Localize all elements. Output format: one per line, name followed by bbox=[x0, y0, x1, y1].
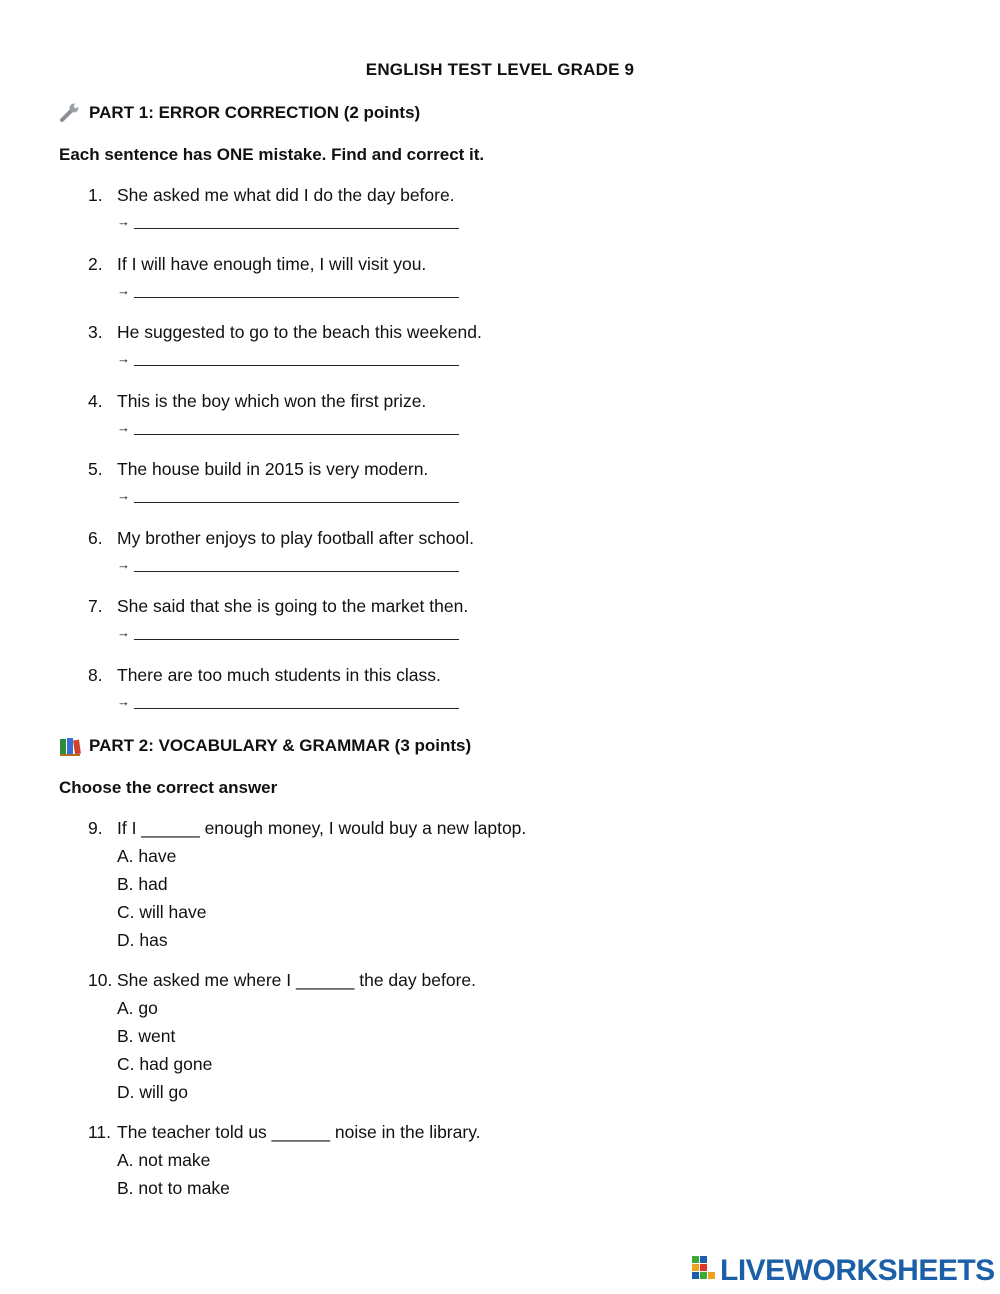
books-icon bbox=[59, 736, 81, 756]
answer-line-6[interactable] bbox=[117, 557, 459, 572]
liveworksheets-logo bbox=[692, 1254, 995, 1288]
arrow-icon: → bbox=[117, 420, 130, 435]
part2-instruction: Choose the correct answer bbox=[59, 778, 278, 797]
arrow-icon: → bbox=[117, 214, 130, 229]
option-10d[interactable]: D. will go bbox=[117, 1082, 188, 1102]
question-4: 4. This is the boy which won the first prize. bbox=[88, 391, 427, 411]
option-9b[interactable]: B. had bbox=[117, 874, 168, 894]
part1-heading bbox=[59, 103, 420, 123]
arrow-icon: → bbox=[117, 351, 130, 366]
arrow-icon: → bbox=[117, 283, 130, 298]
option-10c[interactable]: C. had gone bbox=[117, 1054, 213, 1074]
question-7: 7. She said that she is going to the market then. bbox=[88, 596, 469, 616]
answer-line-2[interactable] bbox=[117, 283, 459, 298]
option-10a[interactable]: A. go bbox=[117, 998, 158, 1018]
part2-heading bbox=[59, 736, 471, 756]
option-9d[interactable]: D. has bbox=[117, 930, 168, 950]
question-8: 8. There are too much students in this class. bbox=[88, 665, 441, 685]
arrow-icon: → bbox=[117, 557, 130, 572]
logo-blocks-icon bbox=[692, 1256, 716, 1287]
part1-instruction: Each sentence has ONE mistake. Find and correct it. bbox=[59, 145, 485, 164]
logo-text: LIVEWORKSHEETS bbox=[720, 1254, 995, 1287]
option-11a[interactable]: A. not make bbox=[117, 1150, 211, 1170]
part1-heading-text: PART 1: ERROR CORRECTION (2 points) bbox=[89, 103, 421, 122]
option-10b[interactable]: B. went bbox=[117, 1026, 176, 1046]
question-11: 11. The teacher told us ______ noise in the library. bbox=[88, 1122, 481, 1142]
answer-line-1[interactable] bbox=[117, 214, 459, 229]
answer-line-5[interactable] bbox=[117, 488, 459, 503]
arrow-icon: → bbox=[117, 488, 130, 503]
question-10: 10. She asked me where I ______ the day before. bbox=[88, 970, 476, 990]
question-6: 6. My brother enjoys to play football after school. bbox=[88, 528, 474, 548]
answer-line-8[interactable] bbox=[117, 694, 459, 709]
answer-line-3[interactable] bbox=[117, 351, 459, 366]
question-9: 9. If I ______ enough money, I would buy a new laptop. bbox=[88, 818, 527, 838]
question-3: 3. He suggested to go to the beach this weekend. bbox=[88, 322, 482, 342]
option-11b[interactable]: B. not to make bbox=[117, 1178, 230, 1198]
question-5: 5. The house build in 2015 is very modern. bbox=[88, 459, 429, 479]
part2-heading-text: PART 2: VOCABULARY & GRAMMAR (3 points) bbox=[89, 736, 472, 755]
answer-line-7[interactable] bbox=[117, 625, 459, 640]
arrow-icon: → bbox=[117, 694, 130, 709]
question-1: 1. She asked me what did I do the day before. bbox=[88, 185, 455, 205]
option-9a[interactable]: A. have bbox=[117, 846, 177, 866]
question-2: 2. If I will have enough time, I will visit you. bbox=[88, 254, 427, 274]
arrow-icon: → bbox=[117, 625, 130, 640]
answer-line-4[interactable] bbox=[117, 420, 459, 435]
page-title: ENGLISH TEST LEVEL GRADE 9 bbox=[365, 60, 635, 79]
wrench-icon bbox=[59, 103, 81, 123]
option-9c[interactable]: C. will have bbox=[117, 902, 207, 922]
